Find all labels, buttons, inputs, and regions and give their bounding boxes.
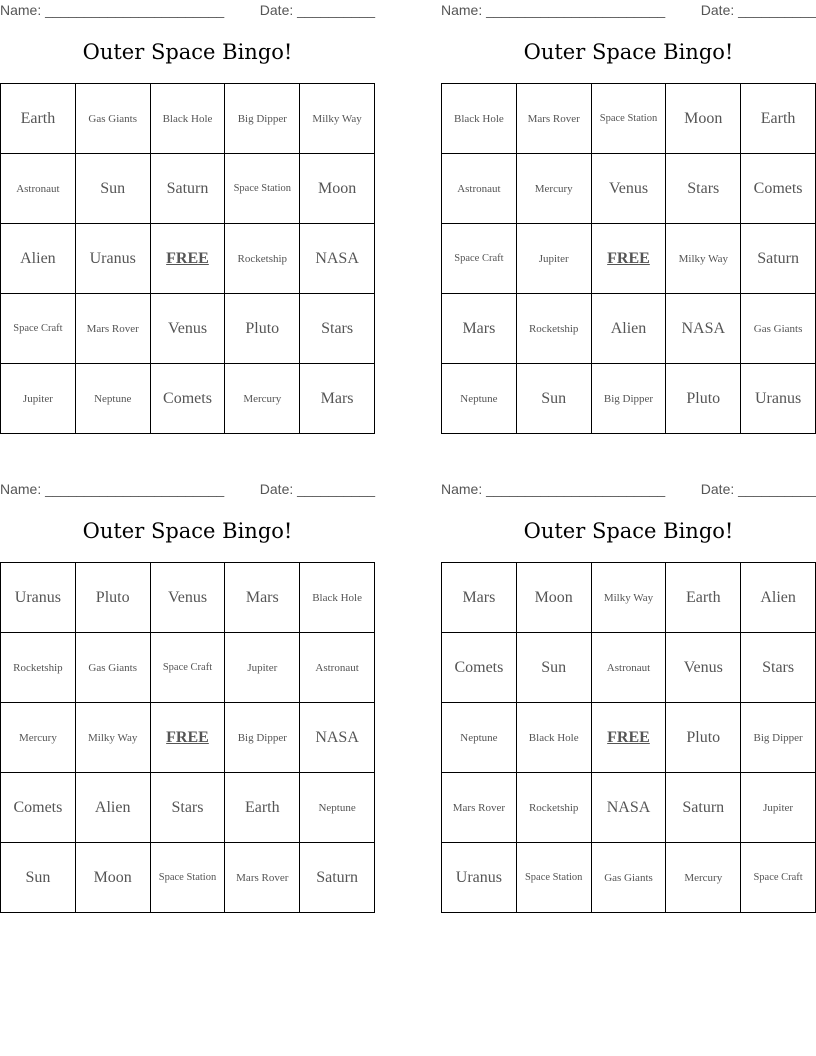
bingo-cell: Comets xyxy=(442,633,517,703)
bingo-cell: Mars xyxy=(300,364,375,434)
free-space-cell: FREE xyxy=(151,224,226,294)
bingo-cell: Sun xyxy=(1,843,76,913)
bingo-cell: Rocketship xyxy=(517,294,592,364)
bingo-cell: Neptune xyxy=(442,364,517,434)
bingo-cell: Gas Giants xyxy=(76,633,151,703)
bingo-cell: Moon xyxy=(517,563,592,633)
date-field: Date: __________ xyxy=(259,481,375,497)
bingo-cell: Big Dipper xyxy=(225,703,300,773)
bingo-cell: Milky Way xyxy=(592,563,667,633)
bingo-cell: Mars xyxy=(442,563,517,633)
bingo-cell: Comets xyxy=(1,773,76,843)
bingo-cell: Neptune xyxy=(300,773,375,843)
bingo-cell: Rocketship xyxy=(517,773,592,843)
card-title: Outer Space Bingo! xyxy=(523,519,734,543)
bingo-cell: Mercury xyxy=(225,364,300,434)
bingo-cell: Alien xyxy=(1,224,76,294)
bingo-cell: Pluto xyxy=(76,563,151,633)
bingo-cell: Saturn xyxy=(300,843,375,913)
bingo-cell: Milky Way xyxy=(76,703,151,773)
bingo-cell: Neptune xyxy=(76,364,151,434)
bingo-cell: Jupiter xyxy=(741,773,816,843)
bingo-cell: Space Station xyxy=(592,84,667,154)
bingo-cell: Sun xyxy=(517,633,592,703)
bingo-cell: Earth xyxy=(225,773,300,843)
bingo-cell: Milky Way xyxy=(666,224,741,294)
name-field: Name: _______________________ xyxy=(0,481,225,497)
card-title: Outer Space Bingo! xyxy=(523,40,734,64)
bingo-cell: Mars Rover xyxy=(517,84,592,154)
free-space-cell: FREE xyxy=(151,703,226,773)
bingo-cell: Uranus xyxy=(1,563,76,633)
bingo-cell: Saturn xyxy=(741,224,816,294)
bingo-cell: Alien xyxy=(592,294,667,364)
bingo-cell: Sun xyxy=(76,154,151,224)
bingo-cell: Space Craft xyxy=(1,294,76,364)
bingo-cell: NASA xyxy=(592,773,667,843)
bingo-cell: NASA xyxy=(300,224,375,294)
bingo-cell: Black Hole xyxy=(517,703,592,773)
bingo-cell: Rocketship xyxy=(1,633,76,703)
bingo-cell: Black Hole xyxy=(151,84,226,154)
bingo-cell: Uranus xyxy=(76,224,151,294)
bingo-cell: Pluto xyxy=(225,294,300,364)
bingo-grid xyxy=(441,562,816,913)
bingo-cell: Black Hole xyxy=(442,84,517,154)
bingo-cell: Mercury xyxy=(517,154,592,224)
bingo-cell: Alien xyxy=(76,773,151,843)
bingo-cell: Neptune xyxy=(442,703,517,773)
bingo-cell: Big Dipper xyxy=(592,364,667,434)
bingo-grid xyxy=(0,562,375,913)
bingo-cell: Moon xyxy=(666,84,741,154)
bingo-cell: Space Craft xyxy=(151,633,226,703)
bingo-cell: Milky Way xyxy=(300,84,375,154)
bingo-cell: Astronaut xyxy=(592,633,667,703)
bingo-cell: Astronaut xyxy=(1,154,76,224)
name-field: Name: _______________________ xyxy=(0,2,225,18)
bingo-cell: Space Craft xyxy=(442,224,517,294)
bingo-cell: Rocketship xyxy=(225,224,300,294)
card-title: Outer Space Bingo! xyxy=(82,519,293,543)
bingo-cell: Stars xyxy=(741,633,816,703)
name-field: Name: _______________________ xyxy=(441,481,666,497)
bingo-cell: NASA xyxy=(666,294,741,364)
bingo-cell: Gas Giants xyxy=(76,84,151,154)
bingo-cell: Pluto xyxy=(666,703,741,773)
date-field: Date: __________ xyxy=(259,2,375,18)
bingo-cell: Black Hole xyxy=(300,563,375,633)
bingo-cell: Comets xyxy=(741,154,816,224)
bingo-cell: Space Station xyxy=(517,843,592,913)
bingo-cell: Mars Rover xyxy=(225,843,300,913)
bingo-cell: Jupiter xyxy=(1,364,76,434)
free-space-cell: FREE xyxy=(592,224,667,294)
card-title: Outer Space Bingo! xyxy=(82,40,293,64)
bingo-cell: Space Station xyxy=(225,154,300,224)
bingo-cell: Moon xyxy=(300,154,375,224)
bingo-cell: Gas Giants xyxy=(741,294,816,364)
bingo-cell: Mercury xyxy=(1,703,76,773)
bingo-cell: Mars xyxy=(442,294,517,364)
name-field: Name: _______________________ xyxy=(441,2,666,18)
bingo-cell: Jupiter xyxy=(517,224,592,294)
bingo-cell: Space Craft xyxy=(741,843,816,913)
bingo-grid xyxy=(0,83,375,434)
bingo-cell: Moon xyxy=(76,843,151,913)
bingo-cell: Mars Rover xyxy=(442,773,517,843)
bingo-cell: Alien xyxy=(741,563,816,633)
bingo-grid xyxy=(441,83,816,434)
bingo-cell: Stars xyxy=(300,294,375,364)
date-field: Date: __________ xyxy=(700,481,816,497)
bingo-cell: Jupiter xyxy=(225,633,300,703)
bingo-cell: Earth xyxy=(741,84,816,154)
bingo-cell: Sun xyxy=(517,364,592,434)
bingo-cell: Mars Rover xyxy=(76,294,151,364)
bingo-cell: NASA xyxy=(300,703,375,773)
bingo-cell: Stars xyxy=(666,154,741,224)
bingo-cell: Space Station xyxy=(151,843,226,913)
free-space-cell: FREE xyxy=(592,703,667,773)
bingo-cell: Pluto xyxy=(666,364,741,434)
bingo-cell: Uranus xyxy=(741,364,816,434)
bingo-cell: Saturn xyxy=(151,154,226,224)
bingo-cell: Venus xyxy=(151,294,226,364)
bingo-cell: Earth xyxy=(666,563,741,633)
bingo-cell: Astronaut xyxy=(442,154,517,224)
bingo-cell: Saturn xyxy=(666,773,741,843)
bingo-cell: Comets xyxy=(151,364,226,434)
bingo-cell: Gas Giants xyxy=(592,843,667,913)
bingo-cell: Venus xyxy=(151,563,226,633)
bingo-cell: Earth xyxy=(1,84,76,154)
date-field: Date: __________ xyxy=(700,2,816,18)
bingo-cell: Astronaut xyxy=(300,633,375,703)
bingo-cell: Stars xyxy=(151,773,226,843)
bingo-cell: Venus xyxy=(666,633,741,703)
bingo-cell: Big Dipper xyxy=(741,703,816,773)
bingo-cell: Big Dipper xyxy=(225,84,300,154)
bingo-cell: Mercury xyxy=(666,843,741,913)
bingo-cell: Venus xyxy=(592,154,667,224)
bingo-cell: Uranus xyxy=(442,843,517,913)
bingo-cell: Mars xyxy=(225,563,300,633)
